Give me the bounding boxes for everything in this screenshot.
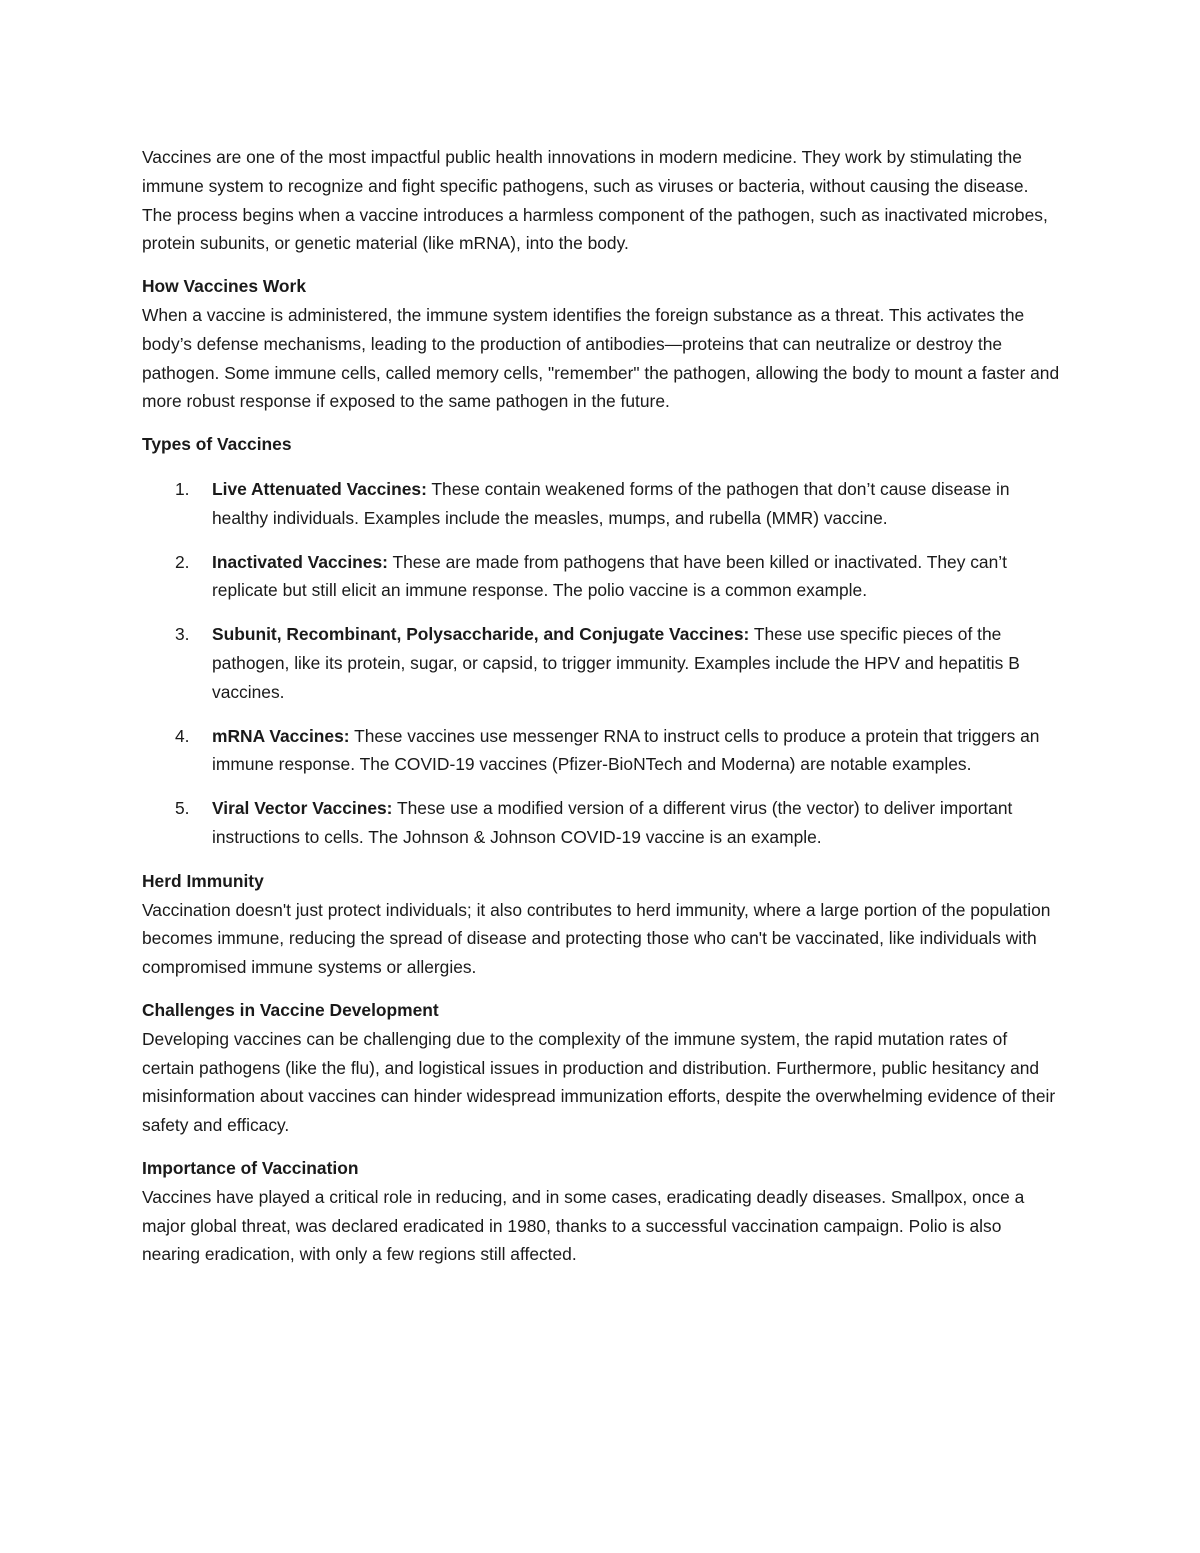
section-importance (142, 1154, 1062, 1269)
list-number: 5. (175, 798, 190, 819)
heading-types-of-vaccines: Types of Vaccines (142, 434, 292, 455)
document-page (142, 143, 1062, 1283)
list-term: Subunit, Recombinant, Polysaccharide, and Conjugate Vaccines: (212, 624, 750, 645)
heading-herd-immunity: Herd Immunity (142, 870, 264, 891)
list-text: These vaccines use messenger RNA to instruct cells to produce a protein that triggers an immune response. The COVID-19 vaccines (Pfizer-BioNTech and Moderna) are notable examples. (212, 725, 1040, 775)
list-text: These use specific pieces of the pathogen, like its protein, sugar, or capsid, to trigger immunity. Examples include the HPV and hepatitis B vaccines. (212, 624, 1020, 702)
intro-paragraph: Vaccines are one of the most impactful public health innovations in modern medicine. They work by stimulating the immune system to recognize and fight specific pathogens, such as viruses or bacteria, without causing the disease. The process begins when a vaccine introduces a harmless component of the pathogen, such as inactivated microbes, protein subunits, or genetic material (like mRNA), into the body. (142, 147, 1048, 254)
paragraph-how-vaccines-work: When a vaccine is administered, the immune system identifies the foreign substance as a threat. This activates the body’s defense mechanisms, leading to the production of antibodies—proteins that can neutralize or destroy the pathogen. Some immune cells, called memory cells, "remember" the pathogen, allowing the body to mount a faster and more robust response if exposed to the same pathogen in the future. (142, 304, 1060, 412)
section-challenges (142, 996, 1062, 1140)
list-item-viral-vector (142, 794, 1062, 852)
list-text: These contain weakened forms of the pathogen that don’t cause disease in healthy individuals. Examples include the measles, mumps, and rubella (MMR) vaccine. (212, 478, 1010, 528)
list-item-mrna (142, 722, 1062, 780)
list-number: 4. (175, 725, 190, 746)
heading-importance: Importance of Vaccination (142, 1157, 359, 1178)
section-herd-immunity (142, 867, 1062, 982)
list-term: Viral Vector Vaccines: (212, 798, 393, 819)
list-term: Inactivated Vaccines: (212, 551, 388, 572)
heading-how-vaccines-work: How Vaccines Work (142, 276, 306, 297)
list-item-live-attenuated (142, 475, 1062, 533)
list-number: 2. (175, 551, 190, 572)
paragraph-importance: Vaccines have played a critical role in reducing, and in some cases, eradicating deadly diseases. Smallpox, once a major global threat, was declared eradicated in 1980, thanks to a successful vaccination campaign. Polio is also nearing eradication, with only a few regions still affected. (142, 1186, 1025, 1265)
list-term: Live Attenuated Vaccines: (212, 478, 427, 499)
section-types-of-vaccines (142, 430, 1062, 852)
list-number: 3. (175, 624, 190, 645)
list-number: 1. (175, 478, 190, 499)
list-item-subunit (142, 620, 1062, 706)
list-text: These use a modified version of a different virus (the vector) to deliver important instructions to cells. The Johnson & Johnson COVID-19 vaccine is an example. (212, 798, 1013, 847)
paragraph-herd-immunity: Vaccination doesn't just protect individuals; it also contributes to herd immunity, where a large portion of the population becomes immune, reducing the spread of disease and protecting those who can't be vaccinated, like individuals with compromised immune systems or allergies. (142, 899, 1051, 978)
heading-challenges: Challenges in Vaccine Development (142, 999, 439, 1020)
list-term: mRNA Vaccines: (212, 725, 350, 746)
vaccine-types-list (142, 475, 1062, 852)
list-text: These are made from pathogens that have been killed or inactivated. They can’t replicate but still elicit an immune response. The polio vaccine is a common example. (212, 551, 1007, 601)
paragraph-challenges: Developing vaccines can be challenging due to the complexity of the immune system, the rapid mutation rates of certain pathogens (like the flu), and logistical issues in production and distribution. Furthermore, public hesitancy and misinformation about vaccines can hinder widespread immunization efforts, despite the overwhelming evidence of their safety and efficacy. (142, 1028, 1056, 1136)
section-how-vaccines-work (142, 272, 1062, 416)
list-item-inactivated (142, 548, 1062, 606)
